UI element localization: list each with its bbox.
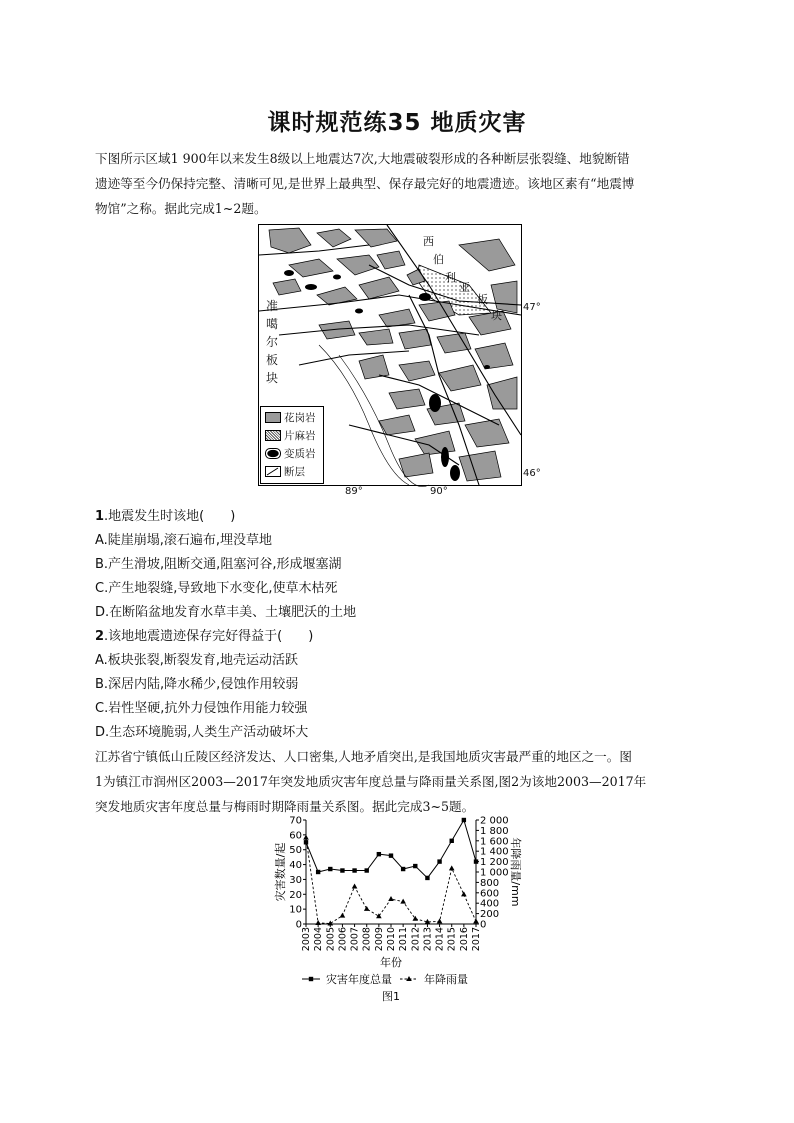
figure-1-chart: [274, 814, 522, 1014]
page-title: 课时规范练35 地质灾害: [267, 110, 527, 136]
question-2-option-d[interactable]: D.生态环境脆弱,人类生产活动破坏大: [95, 725, 309, 740]
junggar-char: 块: [265, 371, 278, 385]
intro-paragraph-1: [95, 146, 700, 221]
series-disaster-point: [450, 839, 454, 843]
question-1: [95, 505, 356, 625]
siberia-char: 利: [445, 271, 456, 284]
series-disaster-point: [462, 818, 466, 822]
right-tick-label: 2 000: [480, 815, 509, 827]
fault-symbol-icon: [265, 466, 281, 477]
x-tick-label: 2015: [446, 927, 458, 952]
series-rainfall-point: [400, 899, 406, 904]
series-disaster-point: [413, 864, 417, 868]
siberia-char: 伯: [433, 253, 444, 266]
legend-gneiss-label: 片麻岩: [284, 430, 316, 442]
figure-caption: 图1: [382, 990, 400, 1003]
lon-89-label: 89°: [345, 486, 363, 497]
metamorphic-swatch: [265, 448, 281, 459]
right-tick-label: 800: [480, 877, 500, 889]
legend-metamorphic: [265, 446, 316, 461]
x-tick-label: 2013: [422, 927, 434, 952]
series-disaster-point: [304, 840, 308, 844]
right-tick-label: 1 200: [480, 857, 509, 869]
right-tick-label: 1 400: [480, 846, 509, 858]
siberia-char: 西: [423, 235, 434, 248]
x-tick-label: 2017: [471, 927, 482, 952]
series-disaster-point: [437, 859, 441, 863]
left-tick-label: 50: [289, 845, 302, 857]
series-disaster-point: [316, 870, 320, 874]
right-tick-label: 200: [480, 909, 500, 921]
series-rainfall-point: [352, 884, 358, 889]
intro-paragraph-2: [95, 744, 700, 819]
right-tick-label: 1 600: [480, 836, 509, 848]
series-rainfall-point: [303, 835, 309, 840]
intro2-line-2: 1为镇江市润州区2003—2017年突发地质灾害年度总量与降雨量关系图,图2为该地2003—2017年: [95, 774, 647, 789]
legend-gneiss: [265, 428, 316, 443]
intro2-line-1: 江苏省宁镇低山丘陵区经济发达、人口密集,人地矛盾突出,是我国地质灾害最严重的地区之一。图: [95, 749, 632, 764]
right-tick-label: 1 000: [480, 867, 509, 879]
x-tick-label: 2010: [386, 927, 397, 952]
granite-swatch: [265, 412, 281, 423]
legend-disaster-marker: [309, 977, 313, 981]
question-2-text: .该地地震遗迹保存完好得益于( ): [104, 629, 314, 644]
left-tick-label: 0: [295, 919, 302, 931]
left-tick-label: 70: [289, 815, 302, 827]
question-1-option-d[interactable]: D.在断陷盆地发育水草丰美、土壤肥沃的土地: [95, 605, 357, 620]
series-disaster-point: [377, 852, 381, 856]
intro1-line-2: 遗迹等至今仍保持完整、清晰可见,是世界上最典型、保存最完好的地震遗迹。该地区素有“地震博: [95, 176, 635, 191]
x-tick-label: 2014: [434, 927, 446, 952]
series-disaster-point: [474, 859, 478, 863]
question-1-text: .地震发生时该地( ): [104, 509, 236, 524]
question-1-number: 1: [95, 509, 105, 524]
x-tick-label: 2006: [337, 927, 349, 952]
question-2-number: 2: [95, 629, 105, 644]
junggar-char: 板: [265, 353, 278, 367]
series-rainfall-point: [449, 865, 455, 870]
question-1-option-a[interactable]: A.陡崖崩塌,滚石遍布,埋没草地: [95, 533, 273, 548]
question-1-stem: [95, 505, 356, 529]
lon-90-label: 90°: [430, 486, 448, 497]
intro1-line-1: 下图所示区域1 900年以来发生8级以上地震达7次,大地震破裂形成的各种断层张裂缝、地貌断错: [95, 151, 630, 166]
x-tick-label: 2005: [325, 927, 337, 952]
intro2-line-3: 突发地质灾害年度总量与梅雨时期降雨量关系图。据此完成3~5题。: [95, 799, 475, 814]
x-tick-label: 2004: [313, 927, 325, 952]
question-1-option-b[interactable]: B.产生滑坡,阻断交通,阻塞河谷,形成堰塞湖: [95, 557, 342, 572]
series-rainfall-point: [315, 920, 321, 925]
x-axis-title: 年份: [380, 956, 402, 969]
x-tick-label: 2011: [398, 927, 410, 952]
siberia-char: 块: [491, 309, 502, 322]
series-disaster-point: [389, 853, 393, 857]
y-axis-left-title: 灾害数量/起: [274, 842, 287, 902]
siberia-char: 板: [477, 293, 488, 306]
map-legend: [260, 406, 324, 484]
junggar-plate-label: [265, 297, 279, 387]
junggar-char: 准: [265, 299, 278, 313]
right-tick-label: 400: [480, 898, 500, 910]
series-disaster-point: [401, 867, 405, 871]
series-disaster-point: [328, 867, 332, 871]
x-tick-label: 2016: [458, 927, 470, 952]
left-tick-label: 40: [289, 860, 302, 872]
intro1-line-3: 物馆”之称。据此完成1~2题。: [95, 201, 267, 216]
series-disaster-point: [340, 868, 344, 872]
legend-rainfall-label: 年降雨量: [424, 973, 468, 986]
legend-fault: [265, 464, 305, 479]
junggar-char: 尔: [265, 335, 278, 349]
question-1-option-c[interactable]: C.产生地裂缝,导致地下水变化,使草木枯死: [95, 581, 338, 596]
legend-disaster-label: 灾害年度总量: [326, 973, 392, 986]
lat-46-label: 46°: [523, 468, 541, 479]
series-disaster-point: [352, 868, 356, 872]
series-rainfall-point: [461, 891, 467, 896]
question-2-option-b[interactable]: B.深居内陆,降水稀少,侵蚀作用较弱: [95, 677, 299, 692]
y-axis-right-title: 年降雨量/mm: [509, 837, 522, 907]
series-rainfall-point: [473, 918, 479, 923]
question-2-option-c[interactable]: C.岩性坚硬,抗外力侵蚀作用能力较强: [95, 701, 308, 716]
left-tick-label: 60: [289, 830, 302, 842]
lat-47-label: 47°: [523, 302, 541, 313]
series-rainfall-point: [364, 906, 370, 911]
question-2-option-a[interactable]: A.板块张裂,断裂发育,地壳运动活跃: [95, 653, 299, 668]
series-disaster-point: [425, 876, 429, 880]
x-tick-label: 2009: [373, 927, 385, 952]
legend-granite-label: 花岗岩: [284, 412, 316, 424]
left-tick-label: 10: [289, 904, 302, 916]
x-tick-label: 2008: [361, 927, 373, 952]
series-rainfall-line: [306, 838, 476, 924]
question-2-stem: [95, 625, 313, 649]
x-tick-label: 2012: [410, 927, 422, 952]
chart-svg: [274, 814, 522, 1014]
legend-metamorphic-label: 变质岩: [284, 448, 316, 460]
series-disaster-point: [365, 868, 369, 872]
gneiss-swatch: [265, 430, 281, 441]
legend-fault-label: 断层: [284, 466, 305, 478]
legend-granite: [265, 410, 316, 425]
series-rainfall-point: [437, 918, 443, 923]
series-rainfall-point: [340, 913, 346, 918]
series-rainfall-point: [388, 896, 394, 901]
x-tick-label: 2003: [301, 927, 312, 952]
right-tick-label: 0: [480, 919, 487, 931]
left-tick-label: 20: [289, 889, 302, 901]
right-tick-label: 1 800: [480, 825, 509, 837]
question-2: [95, 625, 313, 745]
siberia-char: 亚: [459, 281, 470, 294]
right-tick-label: 600: [480, 888, 500, 900]
junggar-char: 噶: [265, 317, 278, 331]
x-tick-label: 2007: [349, 927, 361, 952]
left-tick-label: 30: [289, 874, 302, 886]
